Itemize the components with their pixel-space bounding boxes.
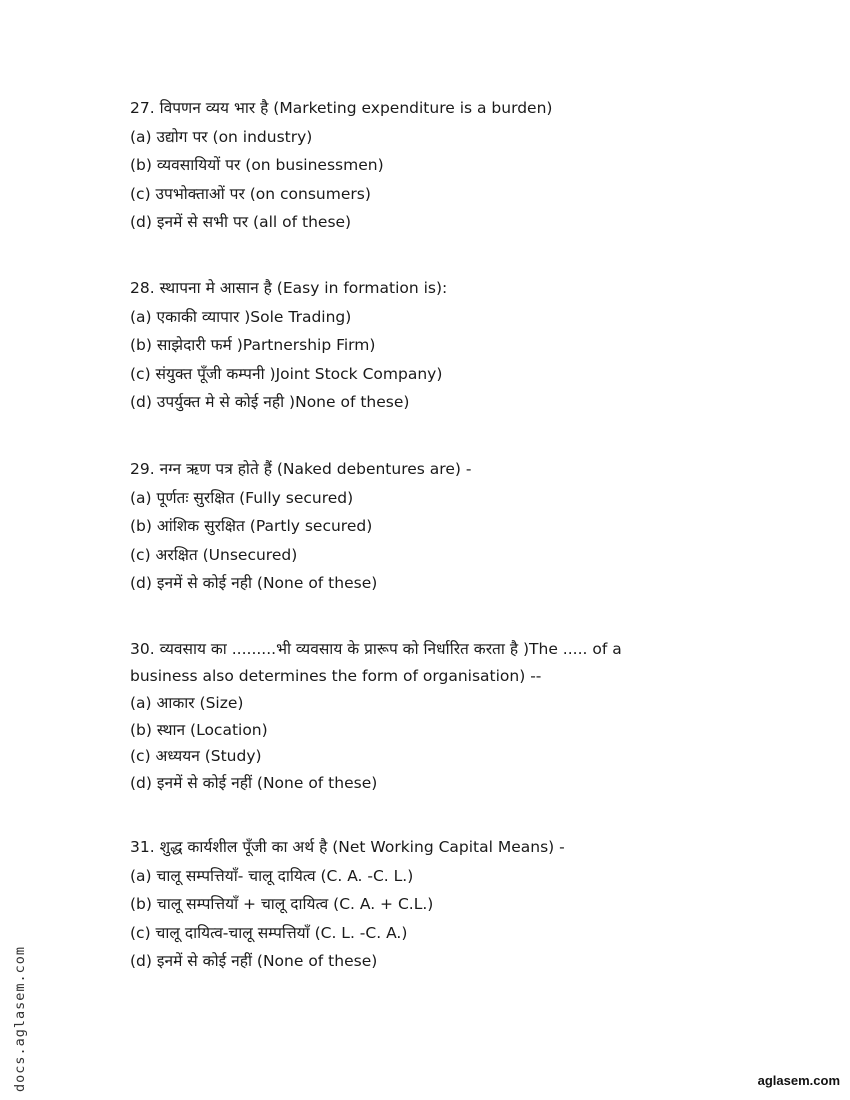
question-text: 30. व्यवसाय का .........भी व्यवसाय के प्रारूप को निर्धारित करता है )The ..... of a business also determines the form of organisation) -- [130, 640, 622, 685]
question-text: 31. शुद्ध कार्यशील पूँजी का अर्थ है (Net Working Capital Means) - [130, 838, 565, 856]
option-c: (c) उपभोक्ताओं पर (on consumers) [130, 184, 371, 203]
question-text: 29. नग्न ऋण पत्र होते हैं (Naked debentures are) - [130, 460, 472, 478]
option-b: (b) आंशिक सुरक्षित (Partly secured) [130, 517, 373, 535]
option-d: (d) इनमें से कोई नहीं (None of these) [130, 773, 378, 792]
option-d: (d) उपर्युक्त मे से कोई नही )None of these) [130, 393, 410, 411]
option-b: (b) स्थान (Location) [130, 720, 268, 739]
question-30 [130, 636, 675, 796]
option-c: (c) संयुक्त पूँजी कम्पनी )Joint Stock Company) [130, 364, 443, 383]
option-c: (c) चालू दायित्व-चालू सम्पत्तियाँ (C. L. -C. A.) [130, 923, 408, 942]
option-d: (d) इनमें से सभी पर (all of these) [130, 213, 352, 231]
option-a: (a) चालू सम्पत्तियाँ- चालू दायित्व (C. A. -C. L.) [130, 866, 414, 885]
option-d: (d) इनमें से कोई नहीं (None of these) [130, 952, 378, 970]
question-27 [130, 94, 690, 237]
question-text: 28. स्थापना मे आसान है (Easy in formation is): [130, 279, 448, 297]
option-c: (c) अध्ययन (Study) [130, 747, 262, 765]
question-29 [130, 455, 690, 598]
question-text: 27. विपणन व्यय भार है (Marketing expenditure is a burden) [130, 99, 553, 117]
option-b: (b) चालू सम्पत्तियाँ + चालू दायित्व (C. A. + C.L.) [130, 895, 434, 913]
option-a: (a) एकाकी व्यापार )Sole Trading) [130, 307, 352, 326]
option-a: (a) पूर्णतः सुरक्षित (Fully secured) [130, 488, 354, 507]
footer-brand: aglasem.com [757, 1073, 840, 1088]
option-a: (a) आकार (Size) [130, 694, 244, 712]
option-b: (b) व्यवसायियों पर (on businessmen) [130, 156, 384, 174]
option-d: (d) इनमें से कोई नही (None of these) [130, 574, 378, 592]
option-a: (a) उद्योग पर (on industry) [130, 127, 313, 146]
side-watermark: docs.aglasem.com [12, 945, 28, 1092]
question-28 [130, 274, 690, 417]
option-b: (b) साझेदारी फर्म )Partnership Firm) [130, 336, 376, 354]
option-c: (c) अरक्षित (Unsecured) [130, 545, 298, 564]
question-31 [130, 833, 690, 976]
